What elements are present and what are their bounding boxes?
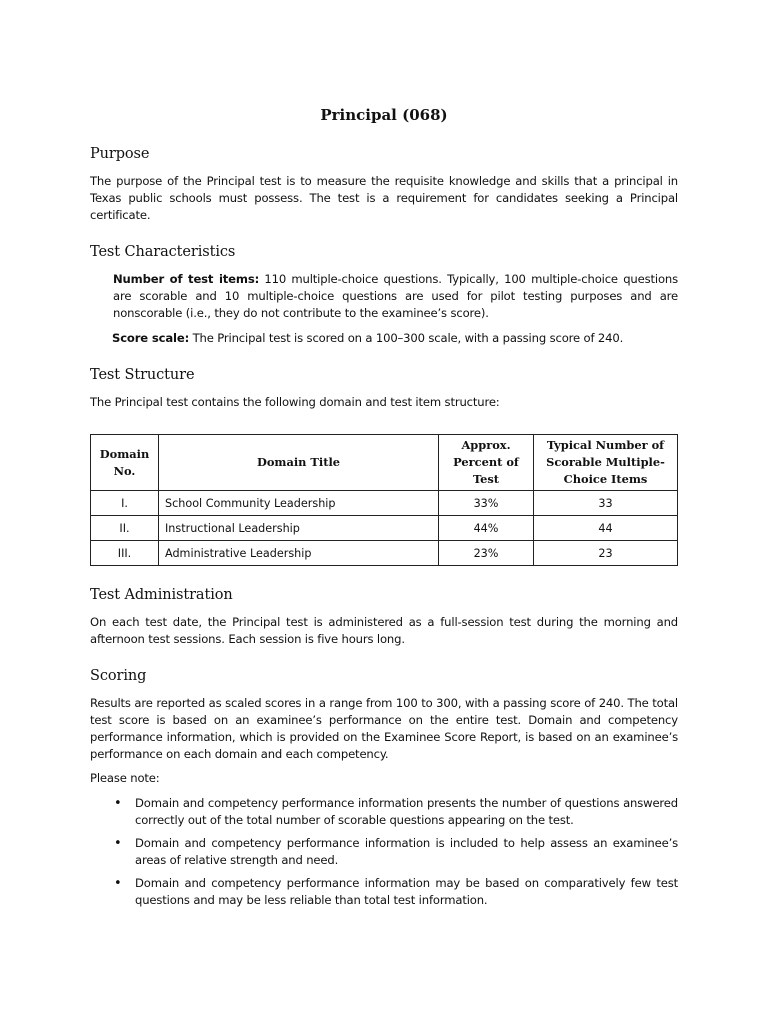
table-row [91, 491, 678, 516]
domain-table [90, 434, 678, 566]
header-domain-title: Domain Title [159, 435, 439, 491]
characteristics-heading: Test Characteristics [90, 244, 236, 260]
please-note: Please note: [90, 771, 160, 785]
domain-no: II. [91, 516, 159, 541]
domain-percent: 44% [439, 516, 534, 541]
list-item: • Domain and competency performance information is included to help assess an examinee’s areas of relative strength and need. [114, 835, 678, 869]
domain-item-count: 23 [534, 541, 678, 566]
domain-item-count: 44 [534, 516, 678, 541]
domain-no: I. [91, 491, 159, 516]
administration-text: On each test date, the Principal test is administered as a full-session test during the morning and afternoon test sessions. Each session is five hours long. [90, 615, 678, 646]
test-items-paragraph [113, 271, 678, 322]
scoring-text: Results are reported as scaled scores in a range from 100 to 300, with a passing score of 240. The total test score is based on an examinee’s performance on the entire test. Domain and competency performance information, which is provided on the Examinee Score Report, is based on an examinee’s performance on each domain and each competency. [90, 696, 678, 761]
structure-heading: Test Structure [90, 367, 195, 383]
test-items-text: 110 multiple-choice questions. Typically, 100 multiple-choice questions are scorable and 10 multiple-choice questions are used for pilot testing purposes and are nonscorable (i.e., they do not contribute to the examinee’s score). [113, 272, 679, 320]
domain-percent: 33% [439, 491, 534, 516]
domain-no: III. [91, 541, 159, 566]
table-row [91, 516, 678, 541]
domain-percent: 23% [439, 541, 534, 566]
header-percent: Approx. Percent of Test [439, 435, 534, 491]
structure-intro: The Principal test contains the following domain and test item structure: [90, 395, 500, 409]
test-items-label: Number of test items: [113, 272, 260, 286]
document-page [90, 0, 678, 1024]
scoring-notes-list [114, 795, 678, 915]
scoring-heading: Scoring [90, 668, 147, 684]
table-header-row [91, 435, 678, 491]
table-row [91, 541, 678, 566]
purpose-text: The purpose of the Principal test is to measure the requisite knowledge and skills that a principal in Texas public schools must possess. The test is a requirement for candidates seeking a Principal certificate. [90, 174, 678, 222]
purpose-heading: Purpose [90, 146, 150, 162]
score-scale-label: Score scale: [112, 331, 190, 345]
domain-item-count: 33 [534, 491, 678, 516]
list-item: • Domain and competency performance information presents the number of questions answered correctly out of the total number of scorable questions appearing on the test. [114, 795, 678, 829]
score-scale-paragraph [112, 330, 678, 347]
administration-heading: Test Administration [90, 587, 233, 603]
domain-title: Administrative Leadership [159, 541, 439, 566]
domain-title: Instructional Leadership [159, 516, 439, 541]
domain-title: School Community Leadership [159, 491, 439, 516]
header-item-count: Typical Number of Scorable Multiple-Choice Items [534, 435, 678, 491]
list-item: • Domain and competency performance information may be based on comparatively few test questions and may be less reliable than total test information. [114, 875, 678, 909]
header-domain-no: Domain No. [91, 435, 159, 491]
score-scale-text: The Principal test is scored on a 100–300 scale, with a passing score of 240. [189, 331, 624, 345]
page-title: Principal (068) [320, 106, 448, 124]
